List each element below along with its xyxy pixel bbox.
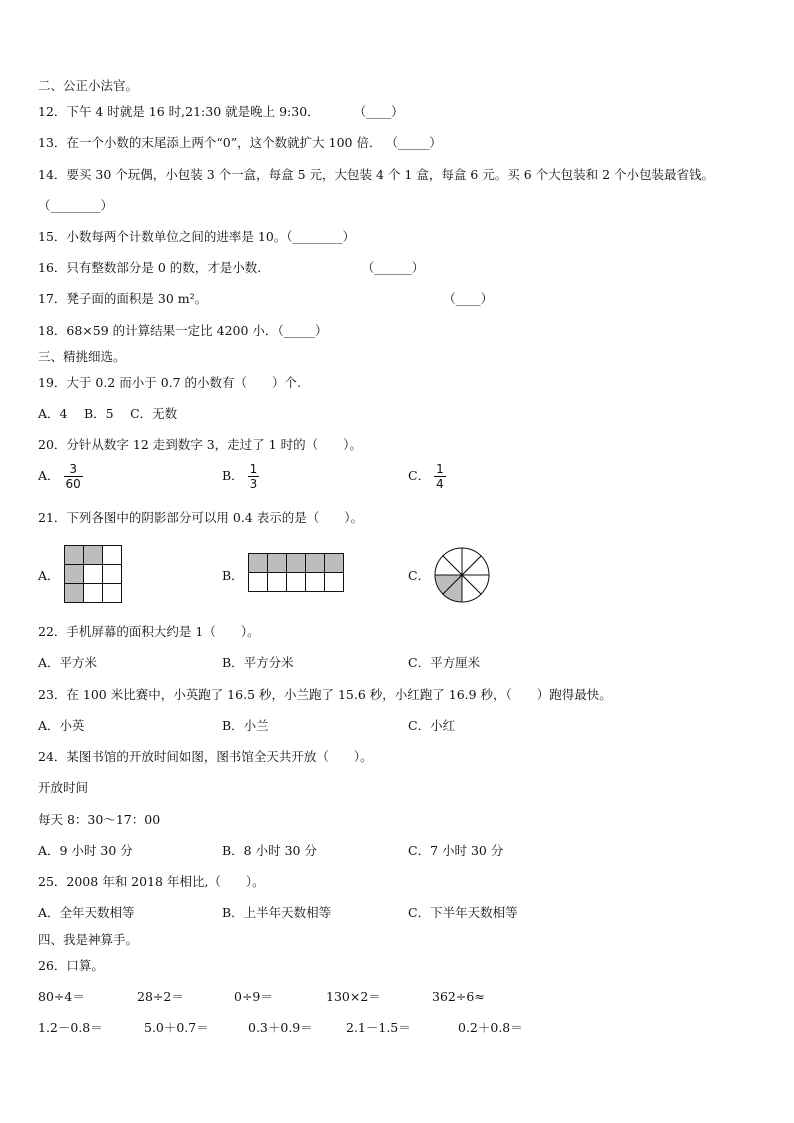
figure-a-grid xyxy=(64,545,124,605)
calc-item: 28÷2＝ xyxy=(137,989,184,1004)
question-25: 25．2008 年和 2018 年相比,（ ）。 xyxy=(38,874,265,889)
fraction xyxy=(434,462,446,491)
grid-cell xyxy=(325,573,344,592)
option-a xyxy=(38,462,83,491)
denominator: 3 xyxy=(249,477,258,491)
grid-cell xyxy=(249,573,268,592)
grid-cell xyxy=(287,573,306,592)
calc-item: 130×2＝ xyxy=(326,989,381,1004)
calc-item: 5.0＋0.7＝ xyxy=(144,1020,209,1035)
sign-title: 开放时间 xyxy=(38,780,89,795)
question-14: 14．要买 30 个玩偶，小包装 3 个一盒，每盒 5 元，大包装 4 个 1 盒，每盒 6 元。买 6 个大包装和 2 个小包装最省钱。 xyxy=(38,167,715,182)
option-c: C．小红 xyxy=(408,718,456,733)
grid-cell xyxy=(103,584,122,603)
option-a-label: A． xyxy=(38,568,60,583)
option-c xyxy=(408,462,446,491)
option-c: C．7 小时 30 分 xyxy=(408,843,504,858)
question-18 xyxy=(38,323,327,339)
question-text: 18．68×59 的计算结果一定比 4200 小． xyxy=(38,323,278,338)
calc-item: 1.2－0.8＝ xyxy=(38,1020,103,1035)
question-20: 20．分针从数字 12 走到数字 3，走过了 1 时的（ ）。 xyxy=(38,437,362,452)
question-14-blank: （________） xyxy=(38,198,114,213)
option-b-label: B． xyxy=(222,568,244,583)
question-text: 12．下午 4 时就是 16 时,21:30 就是晚上 9:30． xyxy=(38,104,320,119)
option-label: B． xyxy=(222,468,244,483)
option-a: A．平方米 xyxy=(38,655,98,670)
question-text: 16．只有整数部分是 0 的数，才是小数． xyxy=(38,260,270,275)
shaded-cell xyxy=(84,546,103,565)
calc-item: 80÷4＝ xyxy=(38,989,85,1004)
sign-hours: 每天 8：30～17：00 xyxy=(38,812,161,827)
grid-cell xyxy=(84,565,103,584)
option-b: B．上半年天数相等 xyxy=(222,905,332,920)
question-19: 19．大于 0.2 而小于 0.7 的小数有（ ）个. xyxy=(38,375,302,390)
option-label: A． xyxy=(38,468,60,483)
grid-cell xyxy=(84,584,103,603)
question-text: 15．小数每两个计数单位之间的进率是 10。 xyxy=(38,229,287,244)
answer-blank: （________） xyxy=(286,229,356,244)
figure-c-circle xyxy=(433,546,491,604)
denominator: 4 xyxy=(436,477,444,491)
denominator: 60 xyxy=(65,477,81,491)
numerator: 1 xyxy=(436,462,444,476)
fraction xyxy=(248,462,260,491)
question-13 xyxy=(38,135,442,151)
fraction xyxy=(64,462,83,491)
shaded-cell xyxy=(65,546,84,565)
grid-cell xyxy=(268,573,287,592)
question-16 xyxy=(38,260,424,276)
shaded-cell xyxy=(65,565,84,584)
shaded-cell xyxy=(249,554,268,573)
question-21: 21．下列各图中的阴影部分可以用 0.4 表示的是（ ）。 xyxy=(38,510,363,525)
question-24: 24．某图书馆的开放时间如图，图书馆全天共开放（ ）。 xyxy=(38,749,373,764)
answer-blank: （_____） xyxy=(277,323,328,338)
shaded-cell xyxy=(325,554,344,573)
calc-item: 0.2＋0.8＝ xyxy=(458,1020,523,1035)
calc-item: 0.3＋0.9＝ xyxy=(248,1020,313,1035)
question-17 xyxy=(38,291,493,307)
question-23: 23．在 100 米比赛中，小英跑了 16.5 秒，小兰跑了 15.6 秒，小红跑了 16.9 秒，（ ）跑得最快。 xyxy=(38,687,612,702)
option-a: A．全年天数相等 xyxy=(38,905,135,920)
shaded-cell xyxy=(287,554,306,573)
grid-cell xyxy=(103,546,122,565)
question-15 xyxy=(38,229,355,245)
calc-item: 0÷9＝ xyxy=(234,989,273,1004)
shaded-cell xyxy=(306,554,325,573)
question-text: 13．在一个小数的末尾添上两个“0”，这个数就扩大 100 倍． xyxy=(38,135,382,150)
shaded-cell xyxy=(268,554,287,573)
shaded-cell xyxy=(65,584,84,603)
calc-item: 362÷6≈ xyxy=(432,989,485,1004)
question-19-options: A．4 B．5 C．无数 xyxy=(38,406,178,421)
numerator: 3 xyxy=(69,462,77,476)
question-26: 26．口算。 xyxy=(38,958,104,973)
option-c: C．下半年天数相等 xyxy=(408,905,518,920)
option-b xyxy=(222,462,259,491)
grid-cell xyxy=(306,573,325,592)
figure-b-grid xyxy=(248,553,346,593)
question-text: 17．凳子面的面积是 30 m²。 xyxy=(38,291,208,306)
option-c-label: C． xyxy=(408,568,431,583)
question-22: 22．手机屏幕的面积大约是 1（ ）。 xyxy=(38,624,260,639)
answer-blank: （____） xyxy=(443,291,494,306)
grid-cell xyxy=(103,565,122,584)
option-b: B．平方分米 xyxy=(222,655,294,670)
section-3-heading: 三、精挑细选。 xyxy=(38,349,126,364)
option-a: A．小英 xyxy=(38,718,85,733)
calc-item: 2.1－1.5＝ xyxy=(346,1020,411,1035)
option-b: B．8 小时 30 分 xyxy=(222,843,317,858)
section-4-heading: 四、我是神算手。 xyxy=(38,932,139,947)
numerator: 1 xyxy=(249,462,258,476)
answer-blank: （_____） xyxy=(385,135,442,150)
option-c: C．平方厘米 xyxy=(408,655,481,670)
answer-blank: （____） xyxy=(353,104,404,119)
option-label: C． xyxy=(408,468,431,483)
question-12 xyxy=(38,104,404,120)
answer-blank: （______） xyxy=(361,260,425,275)
option-b: B．小兰 xyxy=(222,718,269,733)
section-2-heading: 二、公正小法官。 xyxy=(38,78,139,93)
option-a: A．9 小时 30 分 xyxy=(38,843,133,858)
